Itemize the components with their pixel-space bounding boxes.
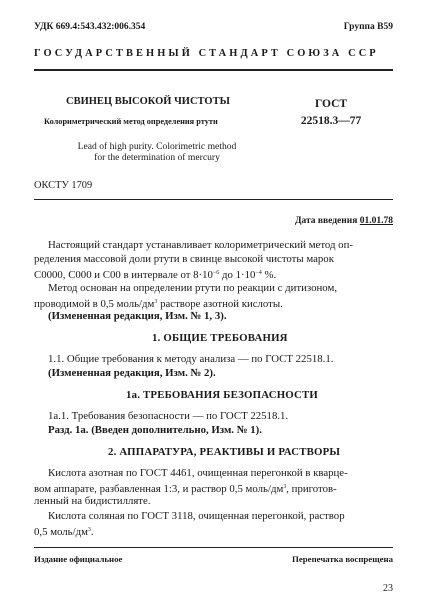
document-title: СВИНЕЦ ВЫСОКОЙ ЧИСТОТЫ [66,96,230,107]
section-1a-amendment: Разд. 1а. (Введен дополнительно, Изм. № 1). [48,424,262,436]
effective-date [295,216,393,226]
footer-rule [34,547,393,548]
intro-amendment: (Измененная редакция, Изм. № 1, 3). [48,310,227,322]
intro-p1-line-3 [34,267,276,282]
gost-number: 22518.3—77 [300,115,362,127]
effective-date-value: 01.01.78 [359,216,393,226]
document-subtitle: Колориметрический метод определения ртути [44,117,218,126]
exponent: 3 [283,484,287,490]
english-title-line-2: for the determination of mercury [94,152,220,163]
section-2-heading: 2. АППАРАТУРА, РЕАКТИВЫ И РАСТВОРЫ [108,446,341,458]
section-2-p2-line-2 [34,524,94,539]
udk-code: УДК 669.4:543.432:006.354 [34,22,146,32]
exponent: −6 [212,270,220,276]
official-edition-note: Издание официальное [34,554,123,564]
intro-text: С0000, С000 и С00 в интервале от 8·10 [34,269,213,281]
section-2-p1-line-2 [34,481,337,496]
section-2-p1-line-3: ленный на бидистилляте. [34,495,151,507]
page-number: 23 [383,583,393,594]
exponent: 3 [154,299,158,305]
section-2-text: , приготов- [286,483,337,495]
section-2-text: . [90,526,94,538]
section-2-text: 0,5 моль/дм [34,526,88,538]
intro-p1-line-1: Настоящий стандарт устанавливает колориметрический метод оп- [48,239,353,251]
intro-p2-line-1: Метод основан на определении ртути по реакции с дитизоном, [48,282,338,294]
section-1a-line-1: 1а.1. Требования безопасности — по ГОСТ 22518.1. [48,410,289,422]
gost-label: ГОСТ [314,98,348,110]
english-title-line-1: Lead of high purity. Colorimetric method [77,141,237,152]
intro-text: проводимой в 0,5 моль/дм [34,298,155,310]
intro-text: %. [261,269,277,281]
exponent: −4 [255,270,262,276]
exponent: 3 [87,527,91,533]
effective-date-label: Дата введения [294,216,358,226]
section-1-line-1: 1.1. Общие требования к методу анализа — по ГОСТ 22518.1. [48,353,334,365]
section-1-heading: 1. ОБЩИЕ ТРЕБОВАНИЯ [152,332,288,344]
gost-designation [286,96,376,130]
reprint-prohibited-note: Перепечатка воспрещена [292,554,393,564]
okstu-code: ОКСТУ 1709 [34,180,93,191]
section-1a-heading: 1а. ТРЕБОВАНИЯ БЕЗОПАСНОСТИ [126,389,319,401]
section-1-amendment: (Измененная редакция, Изм. № 2). [48,367,216,379]
section-2-p2-line-1: Кислота соляная по ГОСТ 3118, очищенная перегонкой, раствор [48,510,345,522]
intro-text: до 1·10 [219,269,256,281]
group-code: Группа В59 [343,22,393,32]
section-2-text: вом аппарате, разбавленная 1:3, и раствор 0,5 моль/дм [34,483,284,495]
intro-text: растворе азотной кислоты. [157,298,283,310]
intro-p1-line-2: ределения массовой доли ртути в свинце высокой чистоты марок [34,253,334,265]
english-title [34,141,280,163]
title-rule [34,199,393,200]
intro-p2-line-2 [34,296,283,311]
section-2-p1-line-1: Кислота азотная по ГОСТ 4461, очищенная перегонкой в кварце- [48,467,348,479]
header-rule [34,69,393,71]
state-standard-title: ГОСУДАРСТВЕННЫЙ СТАНДАРТ СОЮЗА ССР [34,48,379,59]
